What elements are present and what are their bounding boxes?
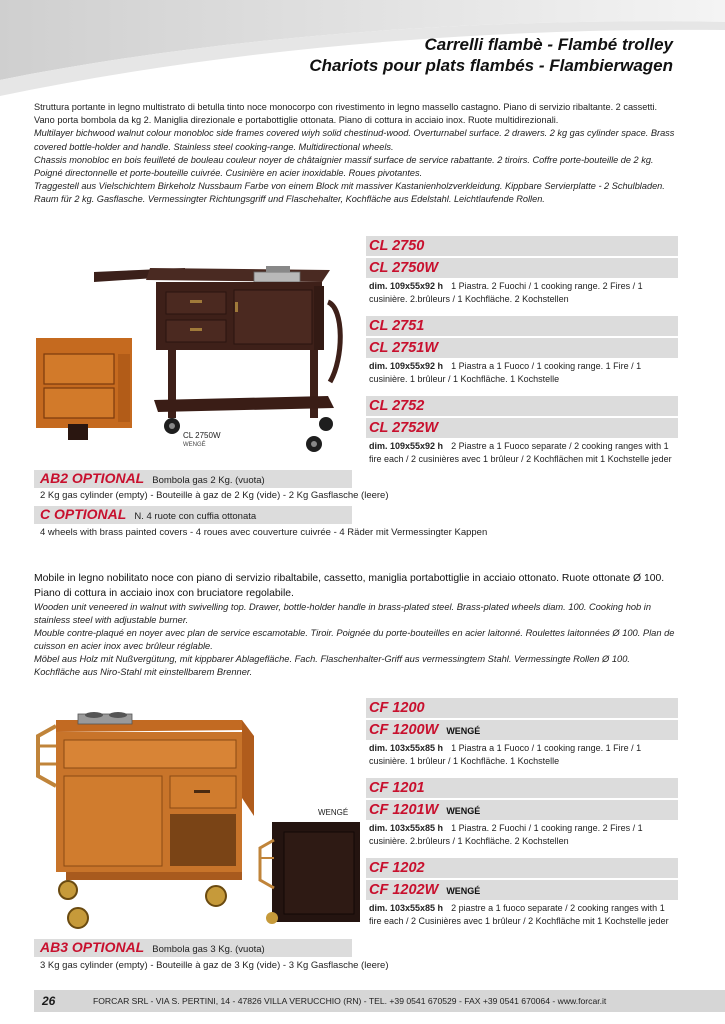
product-spec xyxy=(366,438,678,465)
product-spec xyxy=(366,740,678,778)
product-code-w-row xyxy=(366,880,678,900)
product-code-w: CL 2750W xyxy=(366,258,678,278)
wenge-tag: WENGÉ xyxy=(446,806,481,816)
product-spec xyxy=(366,358,678,396)
intro-it: Struttura portante in legno multistrato di betulla tinto noce monocorpo con rivestimento in legno massello castagno. Piano di servizio ribaltante. 2 cassetti. Vano porta bombola da kg 2. Maniglia direzionale e portabottiglie ottonata. Piano di cottura in acciaio inox. Ruote multidirezionali. xyxy=(34,102,658,126)
image-caption-sub: WENGÉ xyxy=(183,442,206,448)
product-dim: dim. 109x55x92 h xyxy=(369,441,444,451)
section2-de: Möbel aus Holz mit Nußvergütung, mit kippbarer Ablagefläche. Fach. Flaschenhalter-Griff aus vermessingtem Stahl. Vermessingte Rollen Ø 100. Kochfläche aus Niro-Stahl mit einstellbarem Brenner. xyxy=(34,654,630,677)
wenge-label: WENGÉ xyxy=(318,808,349,817)
trolley-cf1200-image xyxy=(34,706,254,932)
product-code: CL 2751 xyxy=(366,316,678,336)
product-dim: dim. 103x55x85 h xyxy=(369,823,444,833)
product-desc: 1 Piastra a 1 Fuoco / 1 cooking range. 1 Fire / 1 cusinière. 1 brûleur / 1 Kochfläche. 1 Kochstelle xyxy=(369,743,642,766)
page-number: 26 xyxy=(42,994,56,1008)
product-code-w: CF 1202W xyxy=(369,882,439,898)
optional-ab2 xyxy=(34,470,352,488)
product-cf1202 xyxy=(366,858,678,927)
product-code-w: CF 1201W xyxy=(369,802,439,818)
product-desc: 2 piastre a 1 fuoco separate / 2 cooking ranges with 1 fire each / 2 Cusinières avec 1 brûleur / 2 Kochfläche mit 1 Kochstelle jeder xyxy=(369,903,669,926)
product-code: CF 1202 xyxy=(366,858,678,878)
product-list-section1 xyxy=(366,236,678,465)
section2-en: Wooden unit veneered in walnut with swivelling top. Drawer, bottle-holder handle in brass-plated steel. Brass-plated wheels diam. 100. Cooking hob in stainless steel with adjustable burner. xyxy=(34,602,652,625)
page-title-line-1: Carrelli flambè - Flambé trolley xyxy=(424,35,673,54)
optional-code: C OPTIONAL xyxy=(40,506,127,522)
product-dim: dim. 109x55x92 h xyxy=(369,281,444,291)
section2-text xyxy=(34,571,676,679)
optional-c xyxy=(34,506,352,524)
product-list-section2 xyxy=(366,698,678,927)
drawer-detail-image xyxy=(34,334,134,440)
optional-text: Bombola gas 2 Kg. (vuota) xyxy=(152,475,265,486)
intro-text xyxy=(34,101,676,207)
wenge-tag: WENGÉ xyxy=(446,726,481,736)
product-code: CL 2752 xyxy=(366,396,678,416)
optional-code: AB2 OPTIONAL xyxy=(40,470,145,486)
product-code-w: CF 1200W xyxy=(369,722,439,738)
product-cl2752 xyxy=(366,396,678,465)
intro-en: Multilayer bichwood walnut colour monobloc side frames covered wiyh solid chestinud-wood. Overturnabel surface. 2 drawers. 2 kg gas cylinder space. Brass covered bottle-holder and handle. Stainless steel cooking-range. Multidirectional wheels. xyxy=(34,128,675,152)
product-dim: dim. 103x55x85 h xyxy=(369,743,444,753)
product-dim: dim. 109x55x92 h xyxy=(369,361,444,371)
optional-text: N. 4 ruote con cuffia ottonata xyxy=(134,511,257,522)
intro-de: Traggestell aus Vielschichtem Birkeholz Nussbaum Farbe von einem Block mit massiver Kastanienholzverkleidung. Kippbare Servierplatte - 2 Schulbladen. Raum für 2 kg. Gasflasche. Vermessingter Richtungsgriff und Flaschehalter, Kochfläche aus Edelstahl. Leichtlaufende Rollen. xyxy=(34,181,665,205)
wenge-detail-image xyxy=(256,820,360,928)
product-cf1201 xyxy=(366,778,678,858)
product-desc: 1 Piastra a 1 Fuoco / 1 cooking range. 1 Fire / 1 cusinière. 1 brûleur / 1 Kochfläche. 1 Kochstelle xyxy=(369,361,642,384)
product-cl2751 xyxy=(366,316,678,396)
optional-line: 4 wheels with brass painted covers - 4 roues avec couverture cuivrée - 4 Räder mit Vermessingter Kappen xyxy=(40,527,488,538)
product-dim: dim. 103x55x85 h xyxy=(369,903,444,913)
product-desc: 1 Piastra. 2 Fuochi / 1 cooking range. 2 Fires / 1 cusinière. 2.brûleurs / 1 Kochfläche. 2 Kochstellen xyxy=(369,281,643,304)
product-desc: 1 Piastra. 2 Fuochi / 1 cooking range. 2 Fires / 1 cusinière. 2.brûleurs / 1 Kochfläche. 2 Kochstellen xyxy=(369,823,643,846)
product-code: CF 1200 xyxy=(366,698,678,718)
product-code: CL 2750 xyxy=(366,236,678,256)
product-desc: 2 Piastre a 1 Fuoco separate / 2 cooking ranges with 1 fire each / 2 cusinières avec 1 brûleur / 2 Kochflächen mit 1 Kochstelle jeder xyxy=(369,441,672,464)
optional-text: Bombola gas 3 Kg. (vuota) xyxy=(152,944,265,955)
wenge-tag: WENGÉ xyxy=(446,886,481,896)
product-code-w: CL 2751W xyxy=(366,338,678,358)
product-spec xyxy=(366,900,678,927)
section2-it: Mobile in legno nobilitato noce con piano di servizio ribaltabile, cassetto, maniglia portabottiglie in acciaio ottonato. Ruote ottonate Ø 100. Piano di cottura in acciaio inox con bruciatore regolabile. xyxy=(34,573,665,599)
image-caption: CL 2750W xyxy=(183,431,221,440)
optional-ab3 xyxy=(34,939,352,957)
product-code-w-row xyxy=(366,720,678,740)
product-code: CF 1201 xyxy=(366,778,678,798)
page-title-line-2: Chariots pour plats flambés - Flambierwagen xyxy=(309,56,673,75)
product-code-w-row xyxy=(366,800,678,820)
product-spec xyxy=(366,278,678,316)
optional-code: AB3 OPTIONAL xyxy=(40,939,145,955)
optional-line: 3 Kg gas cylinder (empty) - Bouteille à gaz de 3 Kg (vide) - 3 Kg Gasflasche (leere) xyxy=(40,960,389,971)
product-code-w: CL 2752W xyxy=(366,418,678,438)
footer-address: FORCAR SRL - VIA S. PERTINI, 14 - 47826 VILLA VERUCCHIO (RN) - TEL. +39 0541 670529 - FAX +39 0541 670064 - www.forcar.it xyxy=(93,996,607,1006)
product-cl2750 xyxy=(366,236,678,316)
intro-fr: Chassis monobloc en bois feuilleté de bouleau couleur noyer de châtaignier massif surface de service rabattante. 2 tiroirs. Coffre porte-bouteille de 2 kg. Poigné directonnelle et porte-bouteille cuivrée. Cusinière en acier inoxidable. Roues pivotantes. xyxy=(34,154,654,179)
product-spec xyxy=(366,820,678,858)
product-cf1200 xyxy=(366,698,678,778)
optional-line: 2 Kg gas cylinder (empty) - Bouteille à gaz de 2 Kg (vide) - 2 Kg Gasflasche (leere) xyxy=(40,490,389,501)
section2-fr: Mouble contre-plaqué en noyer avec plan de service escamotable. Tiroir. Poignée du porte-bouteilles en acier laitonné. Roulettes laitonnées Ø 100. Plan de cuisson en acier inox avec brûleur réglable. xyxy=(34,628,675,651)
